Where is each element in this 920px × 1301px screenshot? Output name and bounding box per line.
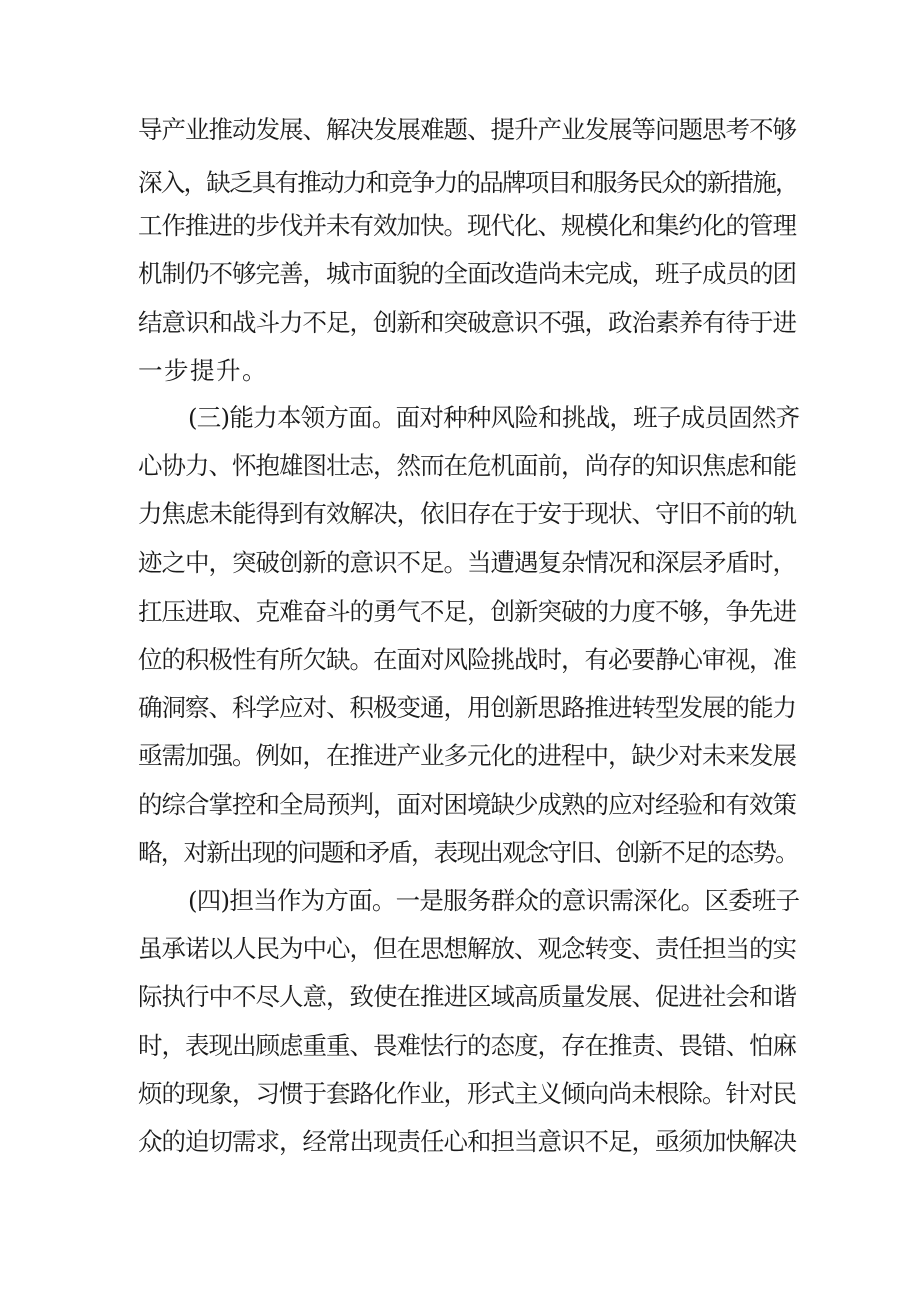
text-line: 烦的现象，习惯于套路化作业，形式主义倾向尚未根除。针对民: [138, 1079, 796, 1108]
text-line: 一步提升。: [138, 356, 268, 385]
section-heading-3: (三)能力本领方面。面对种种风险和挑战，班子成员固然齐: [188, 403, 800, 432]
text-line: 众的迫切需求，经常出现责任心和担当意识不足，亟须加快解决: [138, 1127, 796, 1156]
text-line: 心协力、怀抱雄图壮志，然而在危机面前，尚存的知识焦虑和能: [138, 451, 796, 480]
text-line: 位的积极性有所欠缺。在面对风险挑战时，有必要静心审视，准: [138, 645, 796, 674]
section-heading-4: (四)担当作为方面。一是服务群众的意识需深化。区委班子: [188, 886, 800, 915]
text-line: 力焦虑未能得到有效解决，依旧存在于安于现状、守旧不前的轨: [138, 499, 796, 528]
text-line: 扛压进取、克难奋斗的勇气不足，创新突破的力度不够，争先进: [138, 597, 796, 626]
text-line: 时，表现出顾虑重重、畏难怯行的态度，存在推责、畏错、怕麻: [138, 1031, 796, 1060]
text-line: 确洞察、科学应对、积极变通，用创新思路推进转型发展的能力: [138, 693, 796, 722]
text-line: 虽承诺以人民为中心，但在思想解放、观念转变、责任担当的实: [138, 934, 796, 963]
text-line: 结意识和战斗力不足，创新和突破意识不强，政治素养有待于进: [138, 308, 796, 337]
text-line: 的综合掌控和全局预判，面对困境缺少成熟的应对经验和有效策: [138, 790, 796, 819]
text-line: 迹之中，突破创新的意识不足。当遭遇复杂情况和深层矛盾时，: [138, 548, 796, 577]
text-line: 略，对新出现的问题和矛盾，表现出观念守旧、创新不足的态势。: [138, 838, 798, 867]
text-line: 深入，缺乏具有推动力和竞争力的品牌项目和服务民众的新措施，: [138, 168, 798, 197]
text-line: 亟需加强。例如，在推进产业多元化的进程中，缺少对未来发展: [138, 741, 796, 770]
text-line: 际执行中不尽人意，致使在推进区域高质量发展、促进社会和谐: [138, 982, 796, 1011]
text-line: 导产业推动发展、解决发展难题、提升产业发展等问题思考不够: [138, 115, 796, 144]
text-line: 机制仍不够完善，城市面貌的全面改造尚未完成，班子成员的团: [138, 259, 796, 288]
text-line: 工作推进的步伐并未有效加快。现代化、规模化和集约化的管理: [138, 211, 796, 240]
